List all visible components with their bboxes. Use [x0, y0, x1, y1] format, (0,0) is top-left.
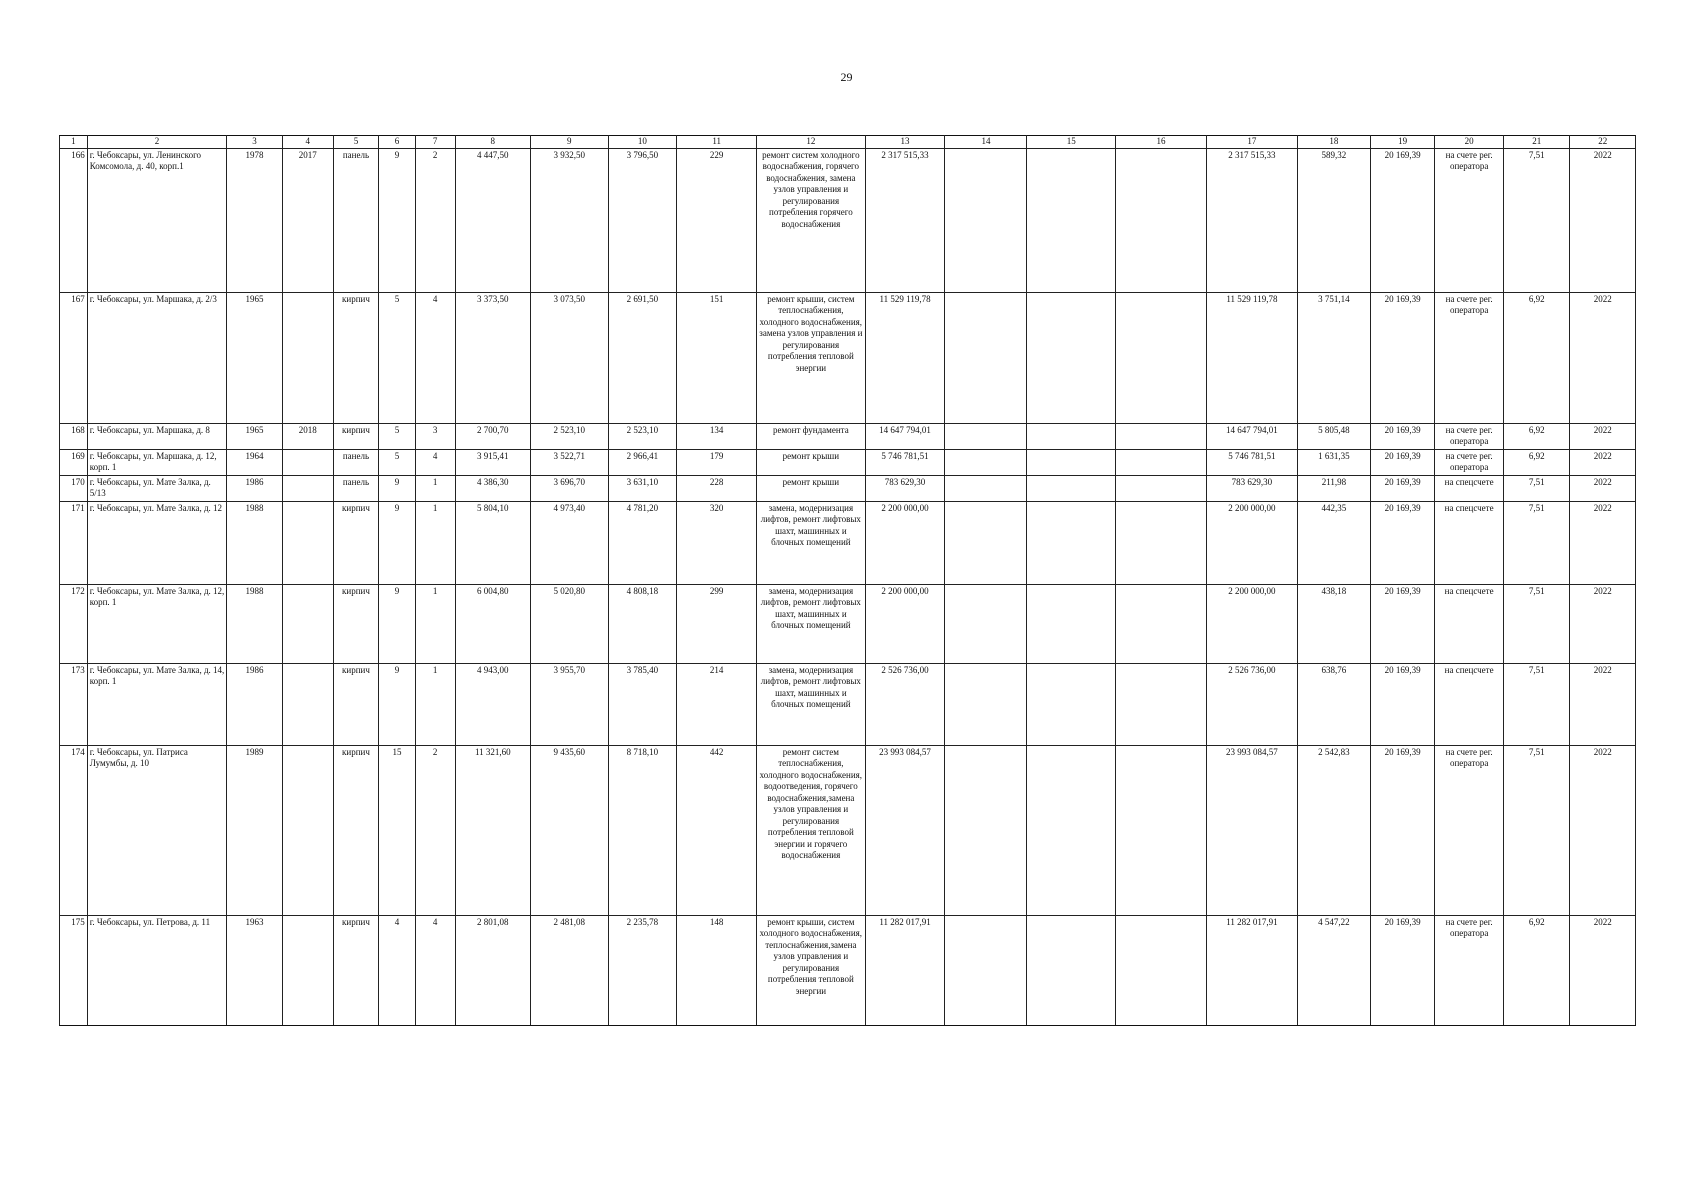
cost-cell-16 [1116, 745, 1207, 915]
wall-material-cell: кирпич [333, 423, 378, 449]
residents-cell: 228 [677, 475, 757, 501]
column-header: 19 [1371, 136, 1435, 149]
unit-cost-cell: 4 547,22 [1297, 915, 1370, 1025]
fund-method-cell: на спецсчете [1435, 501, 1504, 584]
wall-material-cell: кирпич [333, 584, 378, 663]
work-type-cell: ремонт крыши, систем холодного водоснабжения, теплоснабжения,замена узлов управления и регулирования потребления тепловой энергии [757, 915, 866, 1025]
column-header: 8 [455, 136, 530, 149]
row-number: 170 [60, 475, 88, 501]
cost-cell-16 [1116, 475, 1207, 501]
contribution-rate-cell: 6,92 [1503, 423, 1569, 449]
contribution-rate-cell: 6,92 [1503, 915, 1569, 1025]
column-header: 1 [60, 136, 88, 149]
column-header: 6 [379, 136, 416, 149]
contribution-rate-cell: 6,92 [1503, 449, 1569, 475]
entrances-cell: 4 [415, 292, 455, 423]
work-type-cell: ремонт систем холодного водоснабжения, горячего водоснабжения, замена узлов управления и регулирования потребления горячего водоснабжения [757, 148, 866, 292]
table-row [60, 663, 1636, 745]
column-header: 4 [282, 136, 333, 149]
completion-year-cell: 2022 [1570, 663, 1636, 745]
completion-year-cell: 2022 [1570, 745, 1636, 915]
residents-cell: 134 [677, 423, 757, 449]
contribution-rate-cell: 7,51 [1503, 584, 1569, 663]
address-cell: г. Чебоксары, ул. Мате Залка, д. 12 [87, 501, 227, 584]
fund-method-cell: на счете рег. оператора [1435, 915, 1504, 1025]
cost-cell-14 [945, 475, 1027, 501]
cost-cell-16 [1116, 584, 1207, 663]
total-area-cell: 2 801,08 [455, 915, 530, 1025]
table-row [60, 745, 1636, 915]
row-number: 174 [60, 745, 88, 915]
total-cost-cell: 2 200 000,00 [865, 501, 945, 584]
column-header: 14 [945, 136, 1027, 149]
unit-cost-cell: 5 805,48 [1297, 423, 1370, 449]
cost-cell-16 [1116, 915, 1207, 1025]
max-unit-cost-cell: 20 169,39 [1371, 423, 1435, 449]
entrances-cell: 2 [415, 148, 455, 292]
premises-area-cell: 4 973,40 [530, 501, 608, 584]
address-cell: г. Чебоксары, ул. Маршака, д. 8 [87, 423, 227, 449]
entrances-cell: 4 [415, 449, 455, 475]
owners-funds-cell: 2 317 515,33 [1206, 148, 1297, 292]
total-cost-cell: 2 526 736,00 [865, 663, 945, 745]
build-year-cell: 1986 [227, 475, 282, 501]
floors-cell: 9 [379, 663, 416, 745]
entrances-cell: 1 [415, 663, 455, 745]
fund-method-cell: на спецсчете [1435, 475, 1504, 501]
total-cost-cell: 2 317 515,33 [865, 148, 945, 292]
max-unit-cost-cell: 20 169,39 [1371, 663, 1435, 745]
entrances-cell: 1 [415, 584, 455, 663]
build-year-cell: 1963 [227, 915, 282, 1025]
max-unit-cost-cell: 20 169,39 [1371, 449, 1435, 475]
cost-cell-15 [1027, 584, 1116, 663]
residents-cell: 151 [677, 292, 757, 423]
build-year-cell: 1964 [227, 449, 282, 475]
address-cell: г. Чебоксары, ул. Мате Залка, д. 12, корп. 1 [87, 584, 227, 663]
cost-cell-16 [1116, 501, 1207, 584]
floors-cell: 9 [379, 584, 416, 663]
build-year-cell: 1988 [227, 584, 282, 663]
entrances-cell: 3 [415, 423, 455, 449]
cost-cell-14 [945, 148, 1027, 292]
column-header: 17 [1206, 136, 1297, 149]
repair-year-cell [282, 663, 333, 745]
column-header: 3 [227, 136, 282, 149]
residential-area-cell: 3 785,40 [608, 663, 677, 745]
cost-cell-15 [1027, 449, 1116, 475]
cost-cell-16 [1116, 292, 1207, 423]
cost-cell-15 [1027, 915, 1116, 1025]
column-header: 11 [677, 136, 757, 149]
unit-cost-cell: 442,35 [1297, 501, 1370, 584]
total-area-cell: 3 915,41 [455, 449, 530, 475]
completion-year-cell: 2022 [1570, 423, 1636, 449]
row-number: 167 [60, 292, 88, 423]
column-header: 20 [1435, 136, 1504, 149]
cost-cell-14 [945, 292, 1027, 423]
fund-method-cell: на счете рег. оператора [1435, 449, 1504, 475]
unit-cost-cell: 438,18 [1297, 584, 1370, 663]
floors-cell: 9 [379, 501, 416, 584]
max-unit-cost-cell: 20 169,39 [1371, 148, 1435, 292]
total-cost-cell: 783 629,30 [865, 475, 945, 501]
completion-year-cell: 2022 [1570, 501, 1636, 584]
address-cell: г. Чебоксары, ул. Мате Залка, д. 5/13 [87, 475, 227, 501]
completion-year-cell: 2022 [1570, 915, 1636, 1025]
repair-year-cell: 2018 [282, 423, 333, 449]
premises-area-cell: 2 481,08 [530, 915, 608, 1025]
residents-cell: 179 [677, 449, 757, 475]
address-cell: г. Чебоксары, ул. Мате Залка, д. 14, корп. 1 [87, 663, 227, 745]
total-area-cell: 2 700,70 [455, 423, 530, 449]
page-number: 29 [840, 70, 853, 84]
cost-cell-14 [945, 745, 1027, 915]
unit-cost-cell: 3 751,14 [1297, 292, 1370, 423]
max-unit-cost-cell: 20 169,39 [1371, 584, 1435, 663]
contribution-rate-cell: 7,51 [1503, 148, 1569, 292]
table-row [60, 584, 1636, 663]
premises-area-cell: 3 073,50 [530, 292, 608, 423]
total-cost-cell: 23 993 084,57 [865, 745, 945, 915]
total-area-cell: 4 386,30 [455, 475, 530, 501]
unit-cost-cell: 638,76 [1297, 663, 1370, 745]
wall-material-cell: кирпич [333, 663, 378, 745]
address-cell: г. Чебоксары, ул. Ленинского Комсомола, д. 40, корп.1 [87, 148, 227, 292]
column-header: 22 [1570, 136, 1636, 149]
cost-cell-14 [945, 501, 1027, 584]
fund-method-cell: на счете рег. оператора [1435, 292, 1504, 423]
max-unit-cost-cell: 20 169,39 [1371, 501, 1435, 584]
floors-cell: 5 [379, 449, 416, 475]
build-year-cell: 1986 [227, 663, 282, 745]
address-cell: г. Чебоксары, ул. Патриса Лумумбы, д. 10 [87, 745, 227, 915]
column-header: 7 [415, 136, 455, 149]
completion-year-cell: 2022 [1570, 475, 1636, 501]
max-unit-cost-cell: 20 169,39 [1371, 292, 1435, 423]
build-year-cell: 1978 [227, 148, 282, 292]
row-number: 175 [60, 915, 88, 1025]
residential-area-cell: 4 781,20 [608, 501, 677, 584]
wall-material-cell: кирпич [333, 745, 378, 915]
residential-area-cell: 8 718,10 [608, 745, 677, 915]
work-type-cell: ремонт крыши [757, 475, 866, 501]
cost-cell-16 [1116, 148, 1207, 292]
total-area-cell: 4 943,00 [455, 663, 530, 745]
row-number: 171 [60, 501, 88, 584]
address-cell: г. Чебоксары, ул. Петрова, д. 11 [87, 915, 227, 1025]
owners-funds-cell: 23 993 084,57 [1206, 745, 1297, 915]
cost-cell-15 [1027, 148, 1116, 292]
fund-method-cell: на счете рег. оператора [1435, 423, 1504, 449]
fund-method-cell: на счете рег. оператора [1435, 745, 1504, 915]
cost-cell-15 [1027, 423, 1116, 449]
cost-cell-14 [945, 423, 1027, 449]
repair-year-cell [282, 745, 333, 915]
fund-method-cell: на спецсчете [1435, 584, 1504, 663]
owners-funds-cell: 2 526 736,00 [1206, 663, 1297, 745]
cost-cell-14 [945, 915, 1027, 1025]
premises-area-cell: 3 932,50 [530, 148, 608, 292]
unit-cost-cell: 589,32 [1297, 148, 1370, 292]
contribution-rate-cell: 7,51 [1503, 663, 1569, 745]
premises-area-cell: 9 435,60 [530, 745, 608, 915]
floors-cell: 4 [379, 915, 416, 1025]
max-unit-cost-cell: 20 169,39 [1371, 475, 1435, 501]
column-header: 18 [1297, 136, 1370, 149]
table-row [60, 501, 1636, 584]
owners-funds-cell: 2 200 000,00 [1206, 584, 1297, 663]
work-type-cell: ремонт систем теплоснабжения, холодного водоснабжения, водоотведения, горячего водоснабжения,замена узлов управления и регулирования потребления тепловой энергии и горячего водоснабжения [757, 745, 866, 915]
work-type-cell: ремонт крыши [757, 449, 866, 475]
cost-cell-15 [1027, 663, 1116, 745]
premises-area-cell: 3 696,70 [530, 475, 608, 501]
work-type-cell: замена, модернизация лифтов, ремонт лифтовых шахт, машинных и блочных помещений [757, 663, 866, 745]
premises-area-cell: 2 523,10 [530, 423, 608, 449]
max-unit-cost-cell: 20 169,39 [1371, 915, 1435, 1025]
wall-material-cell: кирпич [333, 501, 378, 584]
row-number: 173 [60, 663, 88, 745]
premises-area-cell: 5 020,80 [530, 584, 608, 663]
residents-cell: 299 [677, 584, 757, 663]
entrances-cell: 4 [415, 915, 455, 1025]
capital-repair-table [59, 135, 1636, 1026]
total-area-cell: 4 447,50 [455, 148, 530, 292]
owners-funds-cell: 14 647 794,01 [1206, 423, 1297, 449]
work-type-cell: замена, модернизация лифтов, ремонт лифтовых шахт, машинных и блочных помещений [757, 501, 866, 584]
total-cost-cell: 5 746 781,51 [865, 449, 945, 475]
wall-material-cell: панель [333, 449, 378, 475]
total-area-cell: 3 373,50 [455, 292, 530, 423]
column-header: 13 [865, 136, 945, 149]
contribution-rate-cell: 6,92 [1503, 292, 1569, 423]
residents-cell: 214 [677, 663, 757, 745]
cost-cell-14 [945, 449, 1027, 475]
residential-area-cell: 2 966,41 [608, 449, 677, 475]
entrances-cell: 1 [415, 501, 455, 584]
table-row [60, 475, 1636, 501]
residents-cell: 442 [677, 745, 757, 915]
cost-cell-16 [1116, 663, 1207, 745]
wall-material-cell: кирпич [333, 292, 378, 423]
total-cost-cell: 11 529 119,78 [865, 292, 945, 423]
column-header: 16 [1116, 136, 1207, 149]
cost-cell-15 [1027, 292, 1116, 423]
contribution-rate-cell: 7,51 [1503, 745, 1569, 915]
premises-area-cell: 3 522,71 [530, 449, 608, 475]
entrances-cell: 2 [415, 745, 455, 915]
residents-cell: 229 [677, 148, 757, 292]
completion-year-cell: 2022 [1570, 584, 1636, 663]
column-number-row [60, 136, 1636, 149]
wall-material-cell: кирпич [333, 915, 378, 1025]
cost-cell-15 [1027, 475, 1116, 501]
address-cell: г. Чебоксары, ул. Маршака, д. 12, корп. 1 [87, 449, 227, 475]
owners-funds-cell: 783 629,30 [1206, 475, 1297, 501]
cost-cell-15 [1027, 745, 1116, 915]
total-cost-cell: 14 647 794,01 [865, 423, 945, 449]
total-area-cell: 11 321,60 [455, 745, 530, 915]
premises-area-cell: 3 955,70 [530, 663, 608, 745]
cost-cell-14 [945, 663, 1027, 745]
repair-year-cell [282, 292, 333, 423]
residential-area-cell: 3 631,10 [608, 475, 677, 501]
work-type-cell: замена, модернизация лифтов, ремонт лифтовых шахт, машинных и блочных помещений [757, 584, 866, 663]
contribution-rate-cell: 7,51 [1503, 475, 1569, 501]
residential-area-cell: 2 523,10 [608, 423, 677, 449]
column-header: 21 [1503, 136, 1569, 149]
cost-cell-16 [1116, 449, 1207, 475]
table-row [60, 915, 1636, 1025]
residential-area-cell: 3 796,50 [608, 148, 677, 292]
row-number: 168 [60, 423, 88, 449]
total-cost-cell: 11 282 017,91 [865, 915, 945, 1025]
residents-cell: 320 [677, 501, 757, 584]
floors-cell: 5 [379, 292, 416, 423]
column-header: 10 [608, 136, 677, 149]
repair-year-cell [282, 584, 333, 663]
work-type-cell: ремонт крыши, систем теплоснабжения, холодного водоснабжения, замена узлов управления и регулирования потребления тепловой энергии [757, 292, 866, 423]
repair-year-cell [282, 449, 333, 475]
column-header: 9 [530, 136, 608, 149]
column-header: 2 [87, 136, 227, 149]
fund-method-cell: на спецсчете [1435, 663, 1504, 745]
residential-area-cell: 2 235,78 [608, 915, 677, 1025]
completion-year-cell: 2022 [1570, 449, 1636, 475]
table-row [60, 449, 1636, 475]
owners-funds-cell: 5 746 781,51 [1206, 449, 1297, 475]
build-year-cell: 1965 [227, 423, 282, 449]
work-type-cell: ремонт фундамента [757, 423, 866, 449]
residential-area-cell: 4 808,18 [608, 584, 677, 663]
unit-cost-cell: 211,98 [1297, 475, 1370, 501]
floors-cell: 15 [379, 745, 416, 915]
build-year-cell: 1989 [227, 745, 282, 915]
fund-method-cell: на счете рег. оператора [1435, 148, 1504, 292]
completion-year-cell: 2022 [1570, 292, 1636, 423]
table-row [60, 292, 1636, 423]
row-number: 172 [60, 584, 88, 663]
cost-cell-16 [1116, 423, 1207, 449]
wall-material-cell: панель [333, 148, 378, 292]
total-area-cell: 5 804,10 [455, 501, 530, 584]
unit-cost-cell: 1 631,35 [1297, 449, 1370, 475]
max-unit-cost-cell: 20 169,39 [1371, 745, 1435, 915]
residential-area-cell: 2 691,50 [608, 292, 677, 423]
column-header: 15 [1027, 136, 1116, 149]
floors-cell: 9 [379, 475, 416, 501]
row-number: 166 [60, 148, 88, 292]
repair-year-cell [282, 915, 333, 1025]
build-year-cell: 1988 [227, 501, 282, 584]
table-row [60, 148, 1636, 292]
floors-cell: 9 [379, 148, 416, 292]
table-row [60, 423, 1636, 449]
column-header: 5 [333, 136, 378, 149]
residents-cell: 148 [677, 915, 757, 1025]
build-year-cell: 1965 [227, 292, 282, 423]
floors-cell: 5 [379, 423, 416, 449]
contribution-rate-cell: 7,51 [1503, 501, 1569, 584]
cost-cell-14 [945, 584, 1027, 663]
repair-year-cell [282, 475, 333, 501]
owners-funds-cell: 11 282 017,91 [1206, 915, 1297, 1025]
repair-year-cell: 2017 [282, 148, 333, 292]
cost-cell-15 [1027, 501, 1116, 584]
entrances-cell: 1 [415, 475, 455, 501]
completion-year-cell: 2022 [1570, 148, 1636, 292]
total-cost-cell: 2 200 000,00 [865, 584, 945, 663]
wall-material-cell: панель [333, 475, 378, 501]
address-cell: г. Чебоксары, ул. Маршака, д. 2/3 [87, 292, 227, 423]
row-number: 169 [60, 449, 88, 475]
column-header: 12 [757, 136, 866, 149]
owners-funds-cell: 11 529 119,78 [1206, 292, 1297, 423]
owners-funds-cell: 2 200 000,00 [1206, 501, 1297, 584]
total-area-cell: 6 004,80 [455, 584, 530, 663]
unit-cost-cell: 2 542,83 [1297, 745, 1370, 915]
repair-year-cell [282, 501, 333, 584]
